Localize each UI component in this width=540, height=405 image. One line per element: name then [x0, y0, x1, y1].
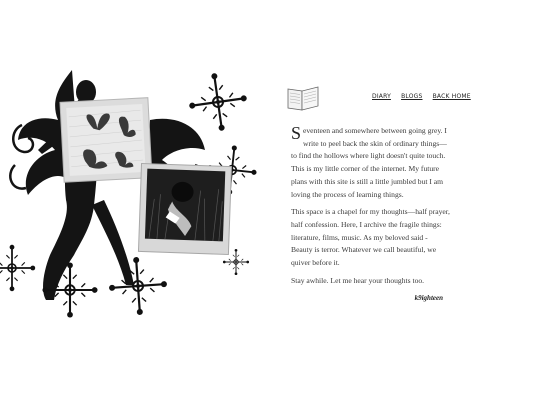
signature: k9ighteen	[414, 294, 443, 303]
chapel-paragraph: This space is a chapel for my thoughts—half prayer, half confession. Here, I archive the fragile things: literature, films, music. As my beloved said - Beauty is terror. Whatever we call beautiful, we quiver before it.	[291, 207, 450, 268]
invite-paragraph: Stay awhile. Let me hear your thoughts too.	[291, 275, 425, 285]
intro-paragraph	[291, 125, 451, 201]
nav-link-diary[interactable]: DIARY	[372, 93, 391, 100]
nav-link-blogs[interactable]: BLOGS	[401, 93, 423, 100]
polaroid-girl	[138, 163, 231, 254]
ornate-cross-icon	[185, 69, 251, 135]
nav-link-back-home[interactable]: BACK HOME	[432, 93, 471, 100]
intro-text: eventeen and somewhere between going grey. I write to peel back the skin of ordinary things—to find the hollows where light doesn't quite touch. This is my little corner of the internet. My future plans with this site is still a little jumbled but I am loving the process of learning things.	[291, 126, 447, 199]
intro-content	[291, 125, 451, 305]
drop-cap: S	[291, 123, 302, 143]
ornate-cross-icon	[0, 245, 35, 291]
polaroid-butterflies	[60, 98, 152, 182]
top-nav	[372, 93, 479, 100]
ornate-cross-icon	[107, 255, 169, 317]
open-book-icon	[286, 83, 320, 113]
